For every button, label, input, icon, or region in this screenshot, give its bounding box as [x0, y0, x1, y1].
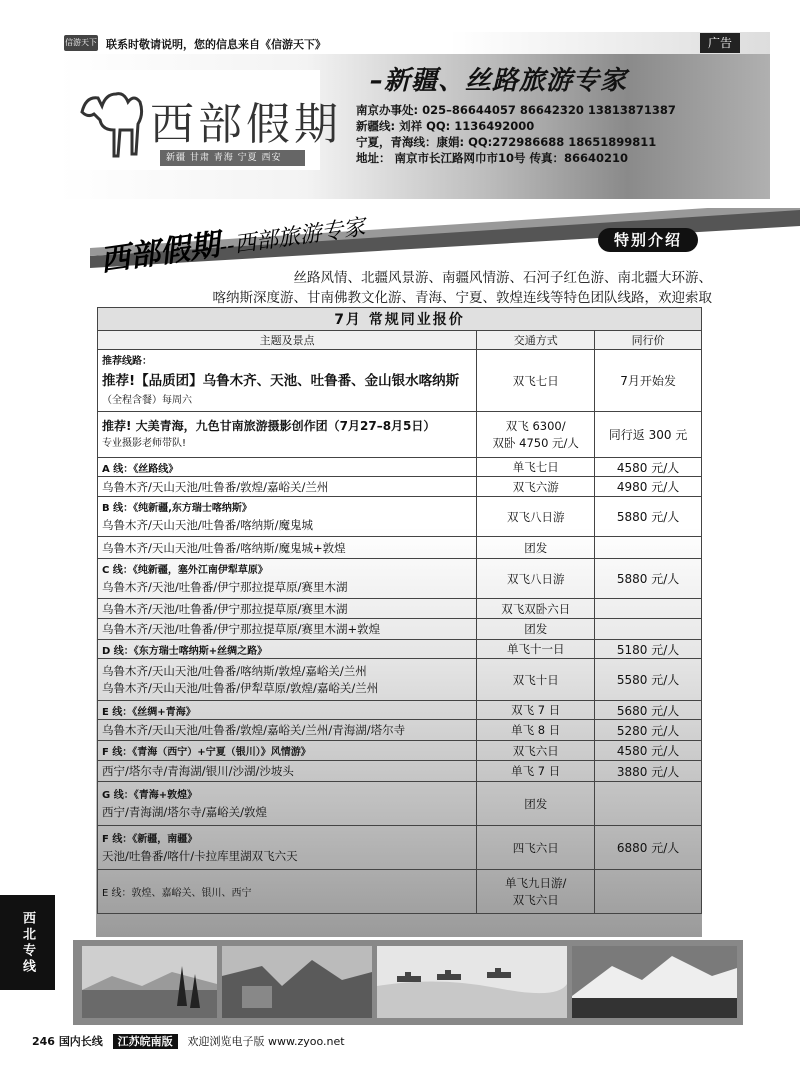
transport: 单飞十一日	[477, 640, 595, 659]
page-number: 246	[32, 1035, 55, 1048]
route: 乌鲁木齐/天池/吐鲁番/伊宁那拉提草原/赛里木湖	[102, 579, 348, 594]
table-row	[98, 826, 702, 870]
table-row	[98, 458, 702, 477]
route: 乌鲁木齐/天山天池/吐鲁番/敦煌/嘉峪关/兰州	[98, 477, 477, 497]
route: 天池/吐鲁番/喀什/卡拉库里湖双飞六天	[102, 848, 298, 863]
transport: 单飞 7 日	[477, 761, 595, 782]
route-head: G 线：《青海+敦煌》	[102, 789, 198, 801]
table-row	[98, 701, 702, 720]
price: 4580 元/人	[595, 741, 702, 761]
col-header: 交通方式	[477, 331, 595, 350]
contact-line: 新疆线: 刘祥 QQ: 1136492000	[356, 119, 535, 133]
stripe-title: 西部假期--西部旅游专家	[98, 214, 367, 279]
transport: 单飞九日游/	[505, 875, 567, 890]
route-head: A 线：《丝路线》	[98, 458, 477, 477]
intro-line: 喀纳斯深度游、甘南佛教文化游、青海、宁夏、敦煌连线等特色团队线路，欢迎索取	[212, 290, 712, 306]
transport: 双飞六游	[477, 477, 595, 497]
table-row	[98, 599, 702, 619]
table-row	[98, 741, 702, 761]
contact-line: 宁夏，青海线：康娟: QQ:272986688 18651899811	[356, 135, 657, 149]
grassland-photo	[82, 946, 217, 1018]
transport: 双飞七日	[477, 350, 595, 412]
transport: 双卧 4750 元/人	[492, 435, 579, 450]
route: E 线：敦煌、嘉峪关、银川、西宁	[98, 870, 477, 914]
route: 西宁/塔尔寺/青海湖/银川/沙湖/沙坡头	[98, 761, 477, 782]
table-row	[98, 782, 702, 826]
price: 4580 元/人	[595, 458, 702, 477]
contact-line: 南京办事处: 025–86644057 86642320 13813871387	[356, 103, 676, 117]
transport: 双飞八日游	[477, 559, 595, 599]
transport: 双飞双卧六日	[477, 599, 595, 619]
price-table	[97, 307, 702, 914]
table-row	[98, 870, 702, 914]
col-header: 主题及景点	[98, 331, 477, 350]
table-row	[98, 477, 702, 497]
price: 5880 元/人	[595, 559, 702, 599]
transport: 双飞 7 日	[477, 701, 595, 720]
snow-mountain-photo	[572, 946, 737, 1018]
price: 5280 元/人	[595, 720, 702, 741]
table-row	[98, 659, 702, 701]
ruins-photo	[222, 946, 372, 1018]
route: 乌鲁木齐/天山天池/吐鲁番/喀纳斯/魔鬼城	[102, 517, 313, 532]
table-row	[98, 559, 702, 599]
route-note: 专业摄影老师带队!	[102, 437, 187, 449]
transport: 单飞七日	[477, 458, 595, 477]
brand-regions: 新疆 甘肃 青海 宁夏 西安	[160, 150, 305, 166]
page-footer	[32, 1033, 345, 1049]
route-head: F 线：《新疆，南疆》	[102, 833, 198, 845]
route: 西宁/青海湖/塔尔寺/嘉峪关/敦煌	[102, 804, 267, 819]
route: 乌鲁木齐/天山天池/吐鲁番/敦煌/嘉峪关/兰州/青海湖/塔尔寺	[98, 720, 477, 741]
route-head: B 线：《纯新疆,东方瑞士喀纳斯》	[102, 502, 252, 514]
transport: 双飞六日	[477, 741, 595, 761]
transport: 四飞六日	[477, 826, 595, 870]
table-row	[98, 497, 702, 537]
price: 同行返 300 元	[595, 412, 702, 458]
transport: 团发	[477, 782, 595, 826]
ad-tag: 广告	[700, 33, 740, 53]
route-head: D 线：《东方瑞士喀纳斯+丝绸之路》	[98, 640, 477, 659]
table-row	[98, 537, 702, 559]
route: 乌鲁木齐/天山天池/吐鲁番/喀纳斯/敦煌/嘉峪关/兰州	[102, 663, 367, 678]
edition-badge: 江苏皖南版	[113, 1034, 178, 1049]
section-side-tab: 西北专线	[0, 895, 55, 990]
route: 乌鲁木齐/天山天池/吐鲁番/伊犁草原/敦煌/嘉峪关/兰州	[102, 680, 379, 695]
table-row	[98, 761, 702, 782]
transport: 双飞 6300/	[505, 418, 566, 433]
route-note: （全程含餐）每周六	[102, 394, 192, 406]
route-title: 推荐!【品质团】乌鲁木齐、天池、吐鲁番、金山银水喀纳斯	[102, 372, 460, 389]
desert-camels-photo	[377, 946, 567, 1018]
transport: 双飞六日	[512, 892, 559, 907]
transport: 团发	[477, 537, 595, 559]
price: 5680 元/人	[595, 701, 702, 720]
route: 乌鲁木齐/天山天池/吐鲁番/喀纳斯/魔鬼城+敦煌	[98, 537, 477, 559]
price: 7月开始发	[595, 350, 702, 412]
table-row	[98, 412, 702, 458]
route: 乌鲁木齐/天池/吐鲁番/伊宁那拉提草原/赛里木湖	[98, 599, 477, 619]
publisher-logo: 信游天下	[64, 35, 98, 51]
table-row	[98, 619, 702, 640]
route-head: F 线：《青海（西宁）+宁夏（银川）》风情游》	[98, 741, 477, 761]
row-tag: 推荐线路：	[102, 355, 152, 367]
price: 6880 元/人	[595, 826, 702, 870]
route-head: C 线：《纯新疆，塞外江南伊犁草原》	[102, 564, 268, 576]
table-row	[98, 720, 702, 741]
transport: 双飞八日游	[477, 497, 595, 537]
contact-line: 地址： 南京市长江路网巾市10号 传真：86640210	[356, 151, 629, 165]
route-title: 推荐! 大美青海，九色甘南旅游摄影创作团（7月27–8月5日）	[102, 418, 436, 433]
table-row	[98, 350, 702, 412]
special-intro-badge: 特别介绍	[598, 228, 698, 252]
site-link[interactable]: 欢迎浏览电子版 www.zyoo.net	[187, 1035, 345, 1048]
price: 5580 元/人	[595, 659, 702, 701]
intro-line: 丝路风情、北疆风景游、南疆风情游、石河子红色游、南北疆大环游、	[293, 270, 712, 286]
route-head: E 线：《丝绸+青海》	[98, 701, 477, 720]
brand-name: 西部假期	[150, 99, 342, 150]
transport: 单飞 8 日	[477, 720, 595, 741]
transport: 双飞十日	[477, 659, 595, 701]
price: 4980 元/人	[595, 477, 702, 497]
transport: 团发	[477, 619, 595, 640]
route: 乌鲁木齐/天池/吐鲁番/伊宁那拉提草原/赛里木湖+敦煌	[98, 619, 477, 640]
col-header: 同行价	[595, 331, 702, 350]
camel-icon	[76, 84, 148, 166]
table-row	[98, 640, 702, 659]
price: 3880 元/人	[595, 761, 702, 782]
section-name: 国内长线	[58, 1035, 103, 1048]
price: 5180 元/人	[595, 640, 702, 659]
source-notice: 联系时敬请说明，您的信息来自《信游天下》	[106, 38, 326, 51]
price: 5880 元/人	[595, 497, 702, 537]
slogan: –新疆、丝路旅游专家	[370, 66, 628, 96]
table-caption: 7月 常规同业报价	[98, 308, 702, 331]
